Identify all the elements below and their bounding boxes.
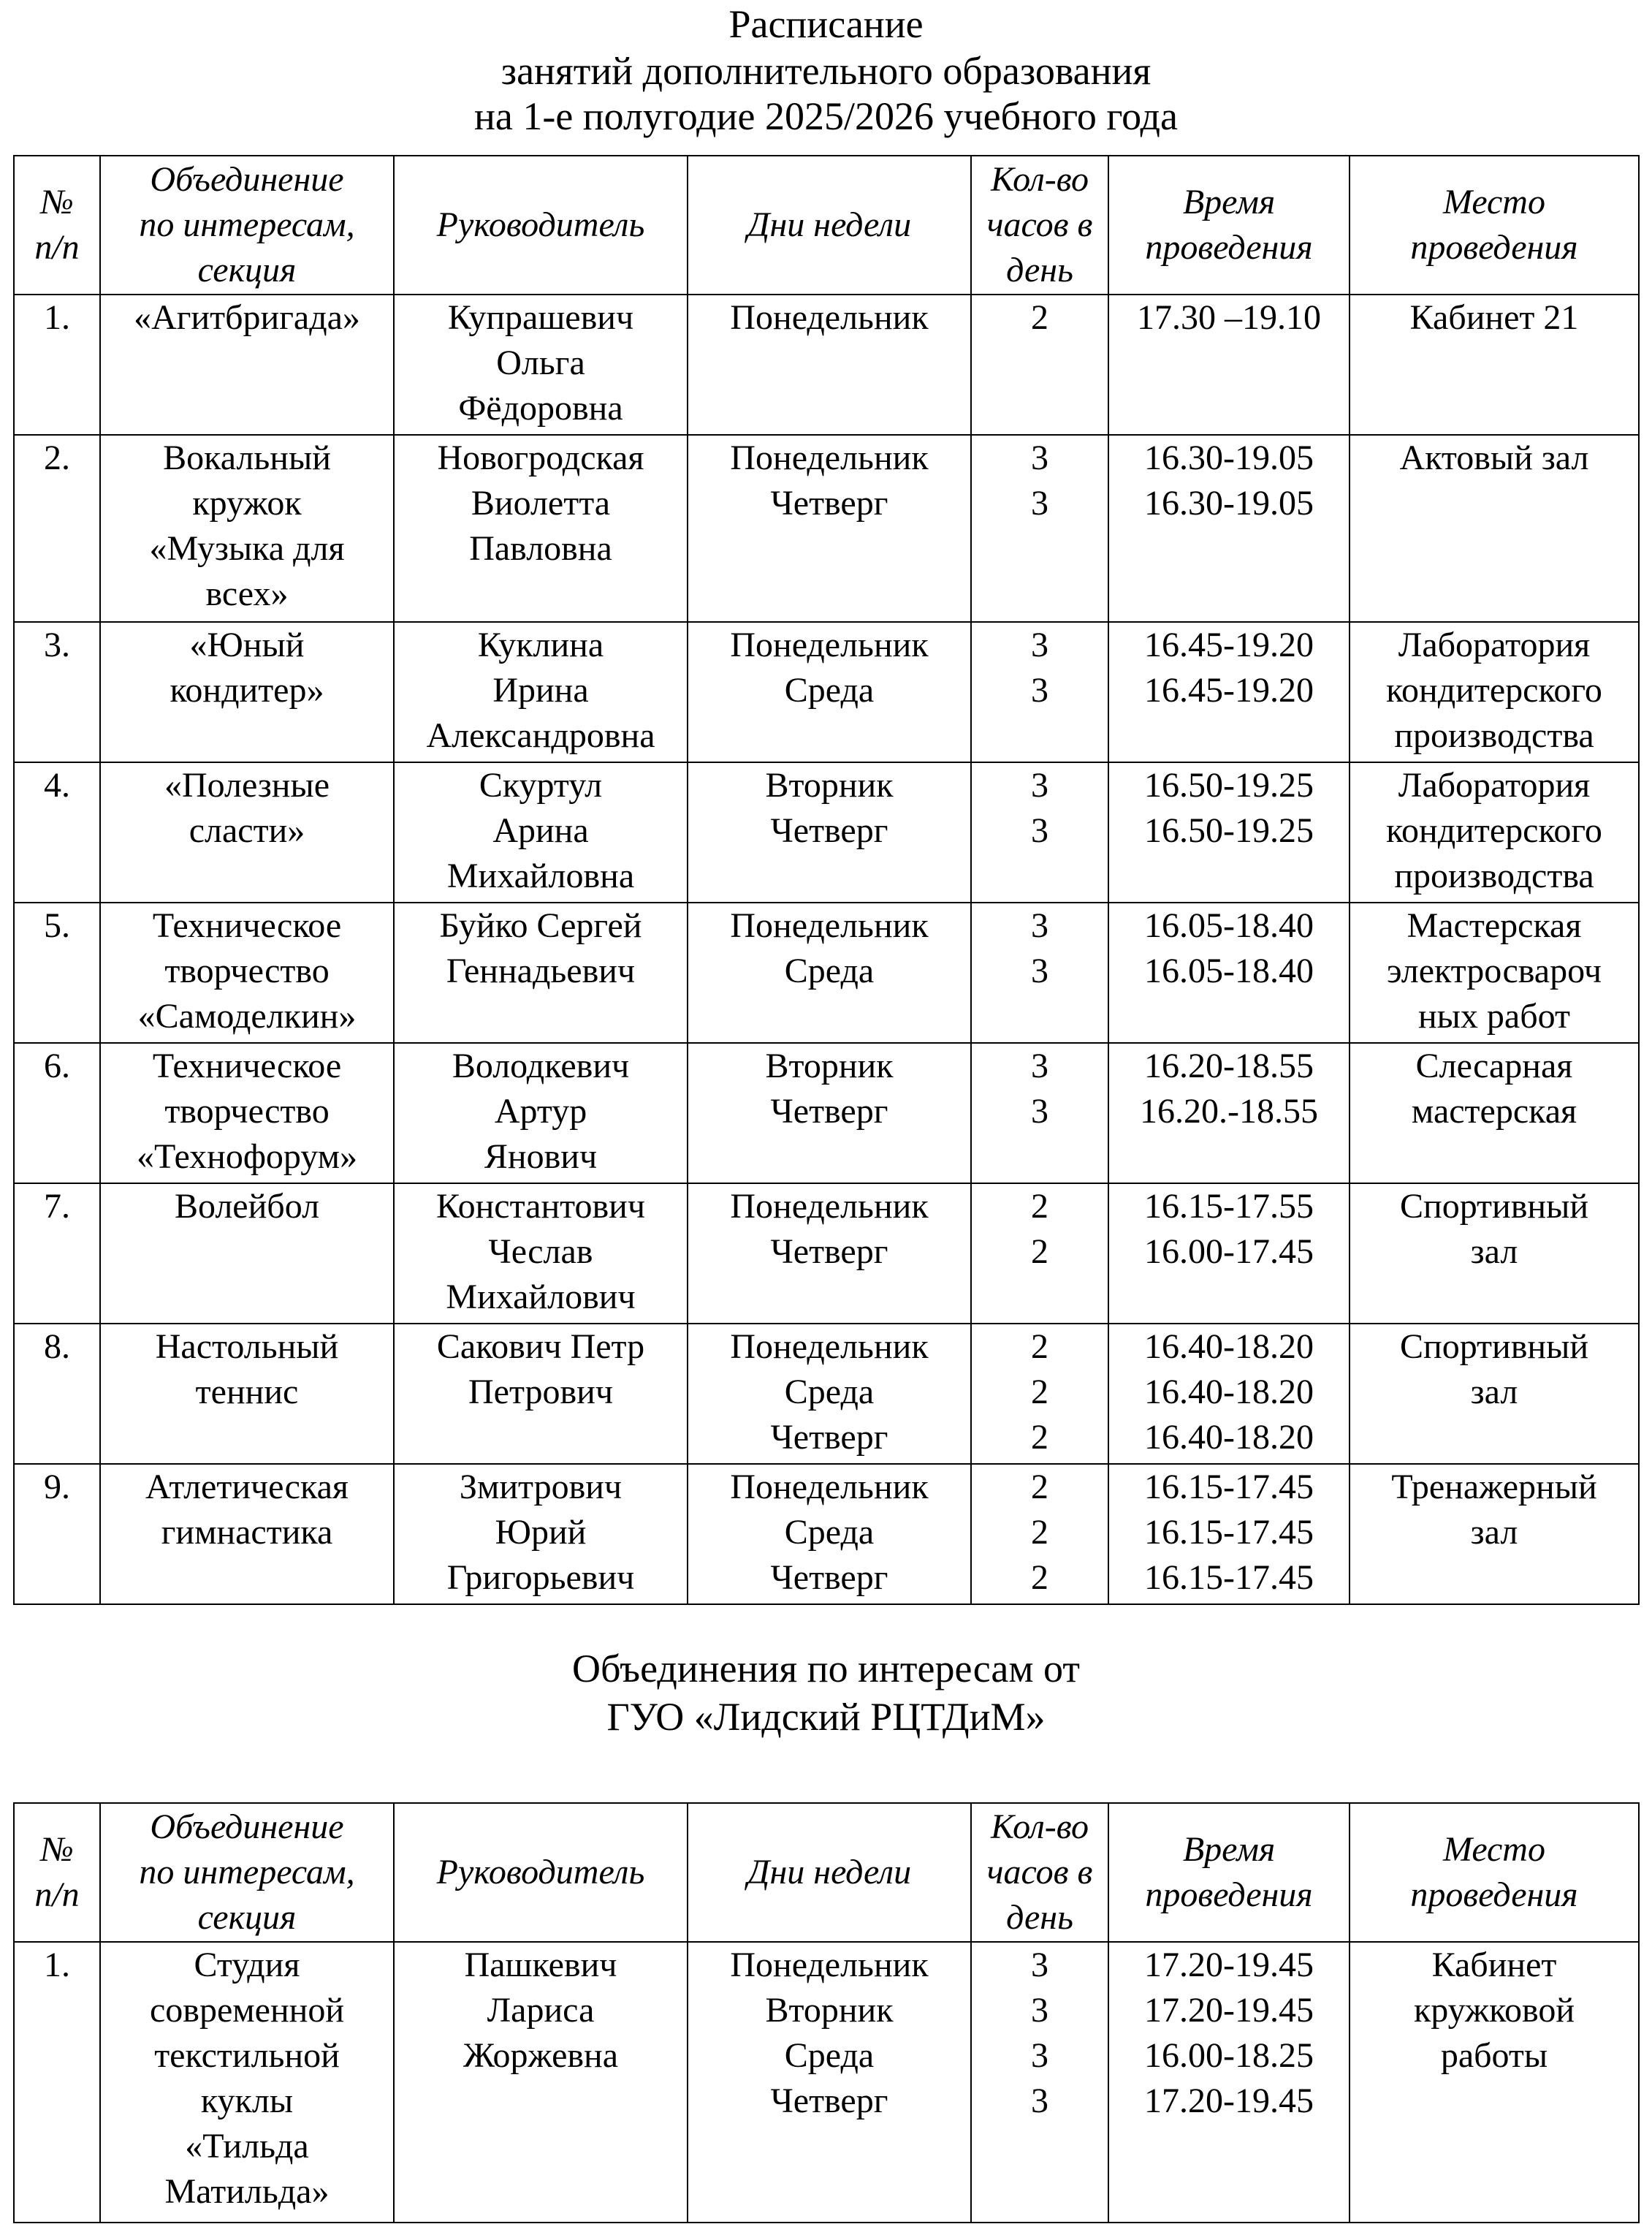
cell-line: Техническое	[152, 1047, 342, 1085]
row-number: 4.	[14, 762, 100, 903]
cell-line: Среда	[784, 1513, 875, 1552]
cell-group	[100, 762, 394, 903]
cell-line: Время	[1182, 183, 1276, 221]
cell-line: 3	[1031, 1991, 1048, 2030]
row-number: 1.	[14, 1942, 100, 2223]
cell-leader	[394, 1464, 688, 1604]
cell-line: 16.40-18.20	[1144, 1373, 1314, 1411]
cell-line: 2	[1031, 1513, 1048, 1552]
cell-line: Чеслав	[488, 1232, 593, 1271]
cell-line: 3	[1031, 2036, 1048, 2075]
cell-days	[688, 622, 971, 762]
cell-line: 17.30 –19.10	[1137, 298, 1321, 337]
cell-hours	[971, 622, 1108, 762]
cell-line: 16.15-17.45	[1144, 1513, 1314, 1552]
cell-line: 17.20-19.45	[1144, 1991, 1314, 2030]
cell-line: 3	[1031, 1047, 1048, 1085]
cell-line: Понедельник	[730, 1327, 929, 1366]
cell-line: Куклина	[477, 626, 604, 664]
cell-line: «Технофорум»	[136, 1137, 358, 1176]
cell-place	[1350, 1942, 1639, 2223]
cell-hours	[971, 1942, 1108, 2223]
cell-group	[100, 1464, 394, 1604]
cell-days	[688, 762, 971, 903]
cell-time	[1108, 1464, 1350, 1604]
cell-line: 16.20-18.55	[1144, 1047, 1314, 1085]
cell-line: Атлетическая	[145, 1468, 349, 1506]
title-line-3: на 1-е полугодие 2025/2026 учебного года	[473, 94, 1179, 138]
cell-line: 3	[1031, 626, 1048, 664]
cell-line: Вокальный	[163, 439, 331, 477]
cell-leader	[394, 1942, 688, 2223]
subtitle-line-1: Объединения по интересам от	[572, 1647, 1080, 1690]
cell-place	[1350, 1464, 1639, 1604]
cell-line: Григорьевич	[446, 1558, 635, 1597]
row-number: 8.	[14, 1324, 100, 1464]
cell-line: Лаборатория	[1398, 766, 1591, 805]
header-time	[1108, 1803, 1350, 1942]
cell-line: производства	[1394, 857, 1594, 895]
cell-line: Пашкевич	[464, 1946, 617, 1984]
cell-line: Янович	[484, 1137, 598, 1176]
cell-line: современной	[149, 1991, 344, 2030]
cell-line: Среда	[784, 671, 875, 710]
table-row	[14, 903, 1639, 1043]
row-number: 5.	[14, 903, 100, 1043]
title-line-2: занятий дополнительного образования	[500, 49, 1152, 93]
cell-line: Руководитель	[436, 1853, 645, 1891]
cell-days	[688, 1942, 971, 2223]
row-number: 1.	[14, 295, 100, 435]
header-group	[100, 156, 394, 295]
cell-place	[1350, 295, 1639, 435]
cell-place	[1350, 1183, 1639, 1324]
cell-line: день	[1006, 1898, 1073, 1937]
cell-line: Виолетта	[471, 484, 611, 523]
table-row	[14, 622, 1639, 762]
cell-line: кондитерского	[1386, 811, 1602, 850]
cell-line: Понедельник	[730, 1946, 929, 1984]
cell-line: кондитер»	[170, 671, 324, 710]
cell-time	[1108, 762, 1350, 903]
cell-hours	[971, 435, 1108, 622]
cell-hours	[971, 1464, 1108, 1604]
cell-line: 16.40-18.20	[1144, 1327, 1314, 1366]
cell-line: по интересам,	[139, 1853, 355, 1891]
cell-line: 2	[1031, 1327, 1048, 1366]
cell-line: №	[40, 183, 74, 221]
cell-line: 2	[1031, 1373, 1048, 1411]
cell-line: Тренажерный	[1391, 1468, 1597, 1506]
cell-days	[688, 1464, 971, 1604]
cell-line: Понедельник	[730, 906, 929, 945]
cell-line: Ирина	[492, 671, 589, 710]
cell-line: сласти»	[189, 811, 305, 850]
cell-line: Руководитель	[436, 205, 645, 244]
cell-line: Володкевич	[452, 1047, 630, 1085]
cell-hours	[971, 903, 1108, 1043]
header-leader	[394, 1803, 688, 1942]
cell-leader	[394, 295, 688, 435]
cell-line: Понедельник	[730, 439, 929, 477]
cell-line: Кабинет 21	[1409, 298, 1579, 337]
cell-line: Объединение	[150, 1807, 344, 1846]
cell-line: Техническое	[152, 906, 342, 945]
cell-place	[1350, 435, 1639, 622]
cell-line: Жоржевна	[463, 2036, 619, 2075]
header-place	[1350, 1803, 1639, 1942]
cell-line: 16.40-18.20	[1144, 1418, 1314, 1457]
cell-place	[1350, 903, 1639, 1043]
cell-leader	[394, 435, 688, 622]
cell-line: Юрий	[495, 1513, 587, 1552]
cell-line: Матильда»	[164, 2172, 330, 2211]
cell-line: «Музыка для	[149, 529, 345, 568]
cell-line: 2	[1031, 1232, 1048, 1271]
cell-line: мастерская	[1411, 1092, 1577, 1131]
cell-line: Змитрович	[459, 1468, 623, 1506]
cell-line: Спортивный	[1399, 1187, 1589, 1226]
cell-line: Геннадьевич	[446, 952, 636, 990]
cell-line: Волейбол	[174, 1187, 320, 1226]
cell-line: Среда	[784, 2036, 875, 2075]
cell-line: проведения	[1145, 228, 1313, 267]
header-days	[688, 156, 971, 295]
cell-line: день	[1006, 251, 1073, 289]
cell-place	[1350, 622, 1639, 762]
cell-line: Михайлович	[446, 1278, 636, 1316]
table-row	[14, 762, 1639, 903]
cell-time	[1108, 622, 1350, 762]
cell-line: зал	[1470, 1513, 1518, 1552]
cell-line: кружок	[192, 484, 302, 523]
cell-line: 16.05-18.40	[1144, 906, 1314, 945]
cell-line: 3	[1031, 906, 1048, 945]
cell-line: 16.20.-18.55	[1140, 1092, 1318, 1131]
cell-line: Четверг	[770, 1092, 888, 1131]
cell-line: Артур	[494, 1092, 587, 1131]
cell-days	[688, 1324, 971, 1464]
header-days	[688, 1803, 971, 1942]
cell-leader	[394, 903, 688, 1043]
cell-line: Кабинет	[1431, 1946, 1557, 1984]
cell-line: проведения	[1145, 1875, 1313, 1914]
cell-line: 3	[1031, 811, 1048, 850]
cell-line: п/п	[34, 228, 80, 267]
cell-line: 16.05-18.40	[1144, 952, 1314, 990]
cell-line: 3	[1031, 671, 1048, 710]
header-num	[14, 1803, 100, 1942]
header-time	[1108, 156, 1350, 295]
cell-group	[100, 435, 394, 622]
cell-line: 3	[1031, 766, 1048, 805]
cell-group	[100, 1324, 394, 1464]
cell-line: часов в	[986, 205, 1093, 244]
cell-line: Лаборатория	[1398, 626, 1591, 664]
cell-line: п/п	[34, 1875, 80, 1914]
cell-group	[100, 1942, 394, 2223]
cell-line: 16.00-18.25	[1144, 2036, 1314, 2075]
cell-line: Константович	[435, 1187, 645, 1226]
cell-line: 17.20-19.45	[1144, 1946, 1314, 1984]
cell-time	[1108, 1043, 1350, 1183]
cell-line: 2	[1031, 1558, 1048, 1597]
cell-line: Скуртул	[479, 766, 603, 805]
cell-line: 16.50-19.25	[1144, 811, 1314, 850]
cell-line: Спортивный	[1399, 1327, 1589, 1366]
cell-line: Дни недели	[747, 205, 912, 244]
cell-leader	[394, 1183, 688, 1324]
cell-group	[100, 1183, 394, 1324]
cell-line: ных работ	[1417, 997, 1570, 1036]
header-leader	[394, 156, 688, 295]
cell-line: 16.15-17.45	[1144, 1468, 1314, 1506]
row-number: 3.	[14, 622, 100, 762]
header-place	[1350, 156, 1639, 295]
cell-line: Вторник	[765, 766, 894, 805]
cell-time	[1108, 295, 1350, 435]
cell-line: Сакович Петр	[436, 1327, 645, 1366]
schedule-table	[13, 155, 1640, 1605]
cell-leader	[394, 1043, 688, 1183]
cell-line: «Самоделкин»	[137, 997, 357, 1036]
cell-hours	[971, 1043, 1108, 1183]
cell-line: Фёдоровна	[458, 389, 623, 428]
cell-hours	[971, 1324, 1108, 1464]
cell-line: кондитерского	[1386, 671, 1602, 710]
cell-line: 16.45-19.20	[1144, 671, 1314, 710]
cell-line: 3	[1031, 484, 1048, 523]
cell-line: 16.45-19.20	[1144, 626, 1314, 664]
cell-line: 2	[1031, 1418, 1048, 1457]
cell-line: Понедельник	[730, 298, 929, 337]
cell-line: Актовый зал	[1399, 439, 1589, 477]
cell-line: Купрашевич	[447, 298, 634, 337]
cell-line: «Агитбригада»	[134, 298, 360, 337]
cell-line: 2	[1031, 1468, 1048, 1506]
cell-line: «Полезные	[164, 766, 330, 805]
cell-group	[100, 622, 394, 762]
cell-line: работы	[1440, 2036, 1548, 2075]
header-group	[100, 1803, 394, 1942]
cell-line: Кол-во	[991, 160, 1089, 199]
cell-line: 3	[1031, 1946, 1048, 1984]
cell-line: Среда	[784, 952, 875, 990]
subtitle-line-2: ГУО «Лидский РЦТДиМ»	[606, 1695, 1046, 1739]
cell-line: кружковой	[1413, 1991, 1575, 2030]
cell-line: Понедельник	[730, 626, 929, 664]
cell-line: Четверг	[770, 1232, 888, 1271]
cell-line: электросвароч	[1387, 952, 1602, 990]
cell-line: Четверг	[770, 2081, 888, 2120]
cell-line: зал	[1470, 1232, 1518, 1271]
cell-line: 16.15-17.45	[1144, 1558, 1314, 1597]
title-line-1: Расписание	[728, 2, 924, 46]
cell-line: Понедельник	[730, 1468, 929, 1506]
cell-line: творчество	[164, 1092, 330, 1131]
cell-line: Слесарная	[1415, 1047, 1573, 1085]
cell-line: Михайловна	[446, 857, 635, 895]
cell-leader	[394, 1324, 688, 1464]
cell-line: по интересам,	[139, 205, 355, 244]
cell-line: гимнастика	[161, 1513, 333, 1552]
cell-line: 16.50-19.25	[1144, 766, 1314, 805]
cell-line: зал	[1470, 1373, 1518, 1411]
cell-line: №	[40, 1830, 74, 1869]
cell-line: Петрович	[468, 1373, 614, 1411]
cell-line: 16.00-17.45	[1144, 1232, 1314, 1271]
cell-line: Александровна	[426, 716, 655, 755]
cell-line: производства	[1394, 716, 1594, 755]
cell-line: 2	[1031, 1187, 1048, 1226]
cell-days	[688, 903, 971, 1043]
header-hours	[971, 1803, 1108, 1942]
cell-place	[1350, 1324, 1639, 1464]
cell-place	[1350, 1043, 1639, 1183]
cell-line: секция	[197, 251, 297, 289]
cell-time	[1108, 1324, 1350, 1464]
cell-group	[100, 1043, 394, 1183]
cell-line: 3	[1031, 439, 1048, 477]
cell-line: Четверг	[770, 484, 888, 523]
cell-line: Буйко Сергей	[439, 906, 642, 945]
row-number: 6.	[14, 1043, 100, 1183]
cell-line: всех»	[205, 574, 289, 613]
cell-line: Дни недели	[747, 1853, 912, 1891]
table-row	[14, 1183, 1639, 1324]
cell-line: Арина	[492, 811, 589, 850]
cell-hours	[971, 295, 1108, 435]
cell-line: «Юный	[189, 626, 305, 664]
cell-line: Настольный	[155, 1327, 339, 1366]
cell-line: 16.15-17.55	[1144, 1187, 1314, 1226]
table-row	[14, 435, 1639, 622]
cell-line: Четверг	[770, 1418, 888, 1457]
cell-line: Вторник	[765, 1047, 894, 1085]
table-row	[14, 295, 1639, 435]
cell-line: Время	[1182, 1830, 1276, 1869]
header-num	[14, 156, 100, 295]
row-number: 2.	[14, 435, 100, 622]
cell-time	[1108, 435, 1350, 622]
cell-line: 3	[1031, 1092, 1048, 1131]
cell-line: Кол-во	[991, 1807, 1089, 1846]
table-row	[14, 1464, 1639, 1604]
cell-line: секция	[197, 1898, 297, 1937]
cell-days	[688, 435, 971, 622]
cell-line: теннис	[195, 1373, 299, 1411]
cell-line: текстильной	[154, 2036, 340, 2075]
cell-line: Место	[1443, 1830, 1545, 1869]
cell-line: 16.30-19.05	[1144, 484, 1314, 523]
cell-line: Лариса	[487, 1991, 595, 2030]
cell-line: 3	[1031, 2081, 1048, 2120]
cell-time	[1108, 903, 1350, 1043]
header-hours	[971, 156, 1108, 295]
cell-line: творчество	[164, 952, 330, 990]
cell-leader	[394, 622, 688, 762]
cell-days	[688, 295, 971, 435]
table-row	[14, 1324, 1639, 1464]
cell-line: 16.30-19.05	[1144, 439, 1314, 477]
row-number: 9.	[14, 1464, 100, 1604]
cell-line: часов в	[986, 1853, 1093, 1891]
cell-group	[100, 295, 394, 435]
cell-line: 17.20-19.45	[1144, 2081, 1314, 2120]
cell-time	[1108, 1183, 1350, 1324]
cell-line: Место	[1443, 183, 1545, 221]
cell-days	[688, 1043, 971, 1183]
cell-line: проведения	[1410, 1875, 1578, 1914]
cell-hours	[971, 1183, 1108, 1324]
rctdim-table	[13, 1802, 1640, 2223]
cell-line: Понедельник	[730, 1187, 929, 1226]
cell-line: Объединение	[150, 160, 344, 199]
cell-line: куклы	[200, 2081, 294, 2120]
cell-line: Четверг	[770, 811, 888, 850]
cell-place	[1350, 762, 1639, 903]
cell-line: Ольга	[496, 344, 585, 382]
table-row	[14, 1942, 1639, 2223]
cell-line: Вторник	[765, 1991, 894, 2030]
cell-line: Павловна	[469, 529, 612, 568]
cell-line: Студия	[194, 1946, 300, 1984]
cell-line: 3	[1031, 952, 1048, 990]
cell-line: проведения	[1410, 228, 1578, 267]
cell-line: Новогродская	[437, 439, 644, 477]
cell-line: Четверг	[770, 1558, 888, 1597]
table-row	[14, 1043, 1639, 1183]
cell-time	[1108, 1942, 1350, 2223]
cell-leader	[394, 762, 688, 903]
cell-hours	[971, 762, 1108, 903]
header-row	[14, 1803, 1639, 1942]
cell-line: Среда	[784, 1373, 875, 1411]
row-number: 7.	[14, 1183, 100, 1324]
cell-days	[688, 1183, 971, 1324]
cell-line: 2	[1031, 298, 1048, 337]
cell-group	[100, 903, 394, 1043]
header-row	[14, 156, 1639, 295]
cell-line: «Тильда	[185, 2127, 309, 2166]
cell-line: Мастерская	[1407, 906, 1582, 945]
